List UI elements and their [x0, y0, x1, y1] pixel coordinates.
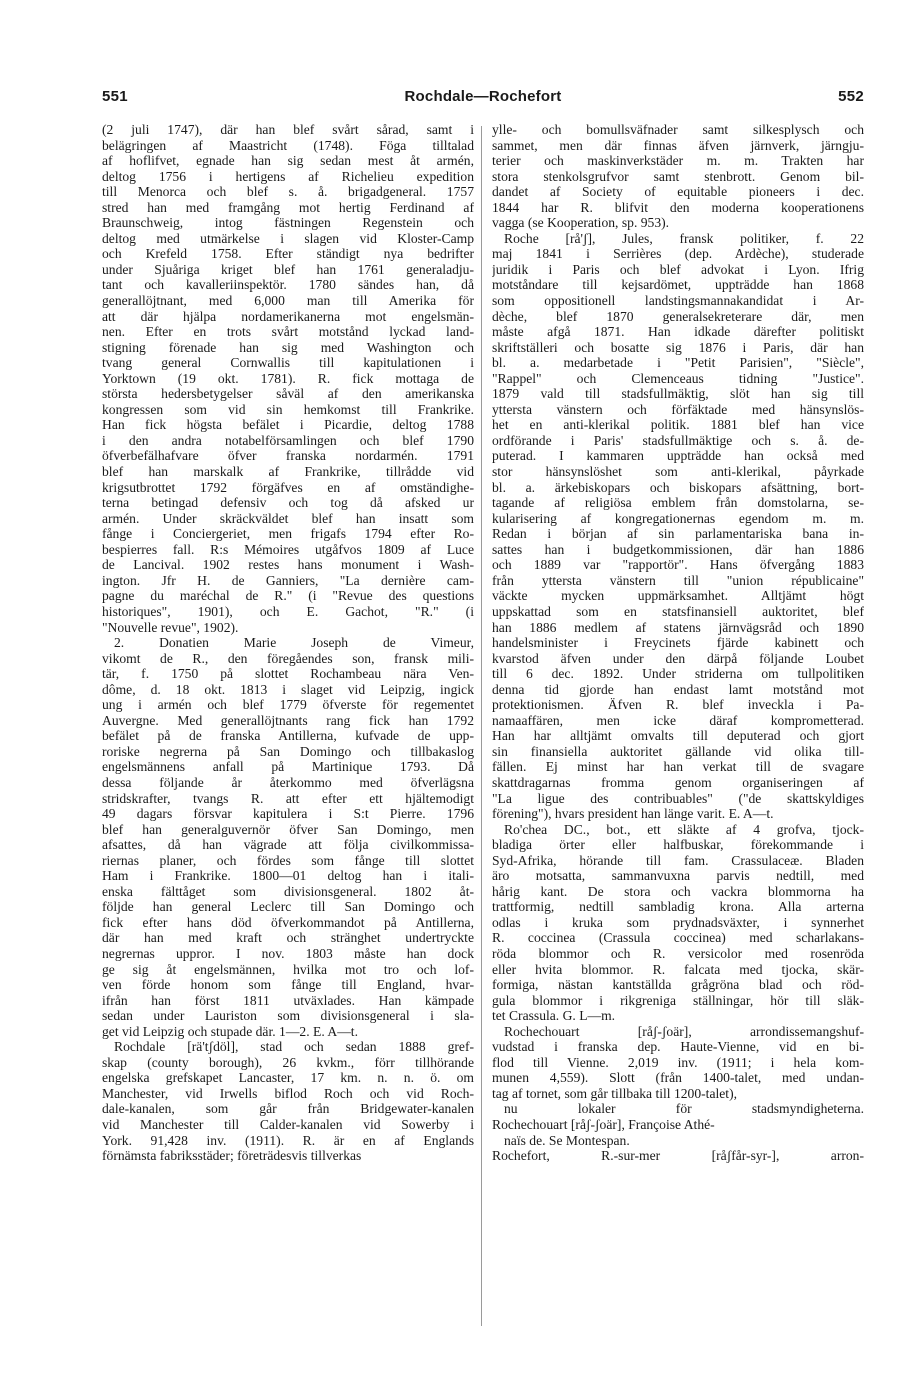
- text-line: nen. Efter en trots svårt motstånd lyckad land-: [102, 324, 474, 340]
- text-line: Rochdale [rä'tʃdöl], stad och sedan 1888 gref-: [114, 1039, 474, 1055]
- text-line: bespierres fall. R:s Mémoires utgåfvos 1809 af Luce: [102, 541, 474, 557]
- text-line: odlas i kruka som prydnadsväxter, i synnerhet: [492, 914, 864, 930]
- text-line: och 1889 var "rapportör". Hans öfvergång 1883: [492, 557, 864, 573]
- text-line: Auvergne. Med generallöjtnants rang fick han 1792: [102, 712, 474, 728]
- text-line: trattformig, nedtill sambladig krona. Alla arterna: [492, 899, 864, 915]
- text-line: tvang general Cornwallis till kapitulationen i: [102, 355, 474, 371]
- text-line: "Rappel" och Clemenceaus tidning "Justice".: [492, 370, 864, 386]
- text-line: Han fick högsta befälet i Picardie, deltog 1788: [102, 417, 474, 433]
- text-line: engelska grefskapet Lancaster, 17 km. n. n. ö. om: [102, 1070, 474, 1086]
- text-line: tag af tornet, som går tillbaka till 1200-talet),: [492, 1085, 737, 1101]
- text-line: fånge i Conciergeriet, men frigafs 1794 efter Ro-: [102, 526, 474, 542]
- text-line: från yttersta vänstern till "union républicaine": [492, 572, 864, 588]
- text-line: han 1886 medlem af statens järnvägsråd och 1890: [492, 619, 864, 635]
- left-column: [102, 122, 474, 1164]
- text-line: hårig kant. De stora och vackra blommorna ha: [492, 883, 864, 899]
- text-line: Rochefort, R.-sur-mer [råʃfår-syr-], arron-: [492, 1148, 864, 1164]
- text-line: riernas planer, och fördes som fånge till slottet: [102, 852, 474, 868]
- text-line: dessa följande år återkommo med öfverlägsna: [102, 774, 474, 790]
- text-line: förnämsta fabriksstäder; företrädesvis tillverkas: [102, 1148, 362, 1164]
- text-line: armén. Under skräckväldet blef han insatt som: [102, 510, 474, 526]
- text-line: yttersta vänstern och förfäktade med hänsynslös-: [492, 401, 864, 417]
- text-line: enska fälttåget som divisionsgeneral. 1802 åt-: [102, 883, 474, 899]
- right-page-number: 552: [838, 88, 864, 105]
- text-line: protektionismen. Äfven R. blef inveckla i Pa-: [492, 697, 864, 713]
- column-divider: [481, 126, 482, 1326]
- text-line: ven förde honom som fånge till England, hvar-: [102, 977, 474, 993]
- text-line: 2. Donatien Marie Joseph de Vimeur,: [114, 635, 474, 651]
- text-line: uppskattad som en statsfinansiell auktoritet, blef: [492, 603, 864, 619]
- text-line: deltog med utmärkelse i slagen vid Kloster-Camp: [102, 230, 474, 246]
- text-line: namaaffären, men icke däraf komprometterad.: [492, 712, 864, 728]
- text-line: stridskrafter, tvangs R. att efter ett hjältemodigt: [102, 790, 474, 806]
- text-line: väckte mycken uppmärksamhet. Alltjämt högt: [492, 588, 864, 604]
- text-line: afsattes, då han vägrade att följa civilkommissa-: [102, 837, 474, 853]
- text-line: generallöjtnant, med 6,000 man till Amerika för: [102, 293, 474, 309]
- text-line: vagga (se Kooperation, sp. 953).: [492, 215, 670, 231]
- text-line: Ham i Frankrike. 1800—01 deltog han i itali-: [102, 868, 474, 884]
- text-line: vikomt de R., den föregåendes son, fransk mili-: [102, 650, 474, 666]
- text-line: terier och maskinverkstäder m. m. Trakten har: [492, 153, 864, 169]
- text-line: 1879 vald till stadsfullmäktig, slöt han sig till: [492, 386, 864, 402]
- text-line: roriske negrerna på San Domingo och tillbakaslog: [102, 743, 474, 759]
- right-column: [492, 122, 864, 1164]
- text-line: York. 91,428 inv. (1911). R. är en af Englands: [102, 1132, 474, 1148]
- text-line: Redan i början af sin parlamentariska bana in-: [492, 526, 864, 542]
- text-line: get vid Leipzig och stupade där. 1—2. E. A—t.: [102, 1023, 358, 1039]
- text-line: där han med kraft och stränghet undertryckte: [102, 930, 474, 946]
- text-line: vudstad i franska dep. Haute-Vienne, vid en bi-: [492, 1039, 864, 1055]
- text-line: belägringen af Maastricht (1748). Föga tilltalad: [102, 137, 474, 153]
- text-line: ylle- och bomullsväfnader samt silkesplysch och: [492, 122, 864, 137]
- text-line: blef han generalguvernör öfver San Domingo, men: [102, 821, 474, 837]
- text-line: ge sig åt engelsmännen, hvilka mot tro och lof-: [102, 961, 474, 977]
- text-line: R. coccinea (Crassula coccinea) med scharlakans-: [492, 930, 864, 946]
- left-page-number: 551: [102, 88, 128, 105]
- text-line: kvarstod äfven under den därpå följande Loubet: [492, 650, 864, 666]
- text-line: bladiga örter eller halfbuskar, förekommande i: [492, 837, 864, 853]
- text-line: tet Crassula. G. L—m.: [492, 1008, 616, 1024]
- text-line: munen 4,559). Slott (från 1400-talet, med undan-: [492, 1070, 864, 1086]
- text-line: flod till Vienne. 2,019 inv. (1911; i hela kom-: [492, 1054, 864, 1070]
- text-line: befälet på de franska Antillerna, kufvade de upp-: [102, 728, 474, 744]
- text-line: bl. a. medarbetade i "Petit Parisien", "Siècle",: [492, 355, 864, 371]
- text-line: gula blommor i rikgreniga ställningar, hör till släk-: [492, 992, 864, 1008]
- text-line: ington. Jfr H. de Ganniers, "La dernière cam-: [102, 572, 474, 588]
- text-line: sin finansiella auktoritet gällande vid olika till-: [492, 743, 864, 759]
- text-line: Han har alltjämt omvalts till deputerad och gjort: [492, 728, 864, 744]
- text-line: dôme, d. 18 okt. 1813 i slaget vid Leipzig, ingick: [102, 681, 474, 697]
- text-line: pagne du maréchal de R." (i "Revue des questions: [102, 588, 474, 604]
- text-line: under Sjuåriga kriget blef han 1761 generaladju-: [102, 261, 474, 277]
- text-line: engelsmännens anfall på Martinique 1793. Då: [102, 759, 474, 775]
- text-line: som oppositionell landstingsmannakandidat i Ar-: [492, 293, 864, 309]
- text-line: skriftställeri och bosatte sig 1876 i Paris, där han: [492, 339, 864, 355]
- text-line: negrernas uppror. I nov. 1803 måste han dock: [102, 945, 474, 961]
- text-line: till 6 dec. 1892. Under striderna om tullpolitiken: [492, 666, 864, 682]
- text-line: ordförande i Paris' stadsfullmäktige och s. å. de-: [492, 432, 864, 448]
- text-line: skap (county borough), 26 kvkm., förr tillhörande: [102, 1054, 474, 1070]
- text-line: dale-kanalen, som går från Bridgewater-kanalen: [102, 1101, 474, 1117]
- text-line: motståndare till kejsardömet, uppträdde han 1868: [492, 277, 864, 293]
- text-line: Roche [rå'ʃ], Jules, fransk politiker, f. 22: [504, 230, 864, 246]
- text-line: äro motsatta, sammanvuxna parvis nedtill, med: [492, 868, 864, 884]
- text-line: bl. a. ärkebiskopars och biskopars afsättning, bort-: [492, 479, 864, 495]
- text-line: sattes han i budgetkommissionen, där han 1886: [492, 541, 864, 557]
- text-line: stora stenkolsgrufvor samt stenbrott. Genom bil-: [492, 168, 864, 184]
- text-line: i den andra notabelförsamlingen och blef 1790: [102, 432, 474, 448]
- text-line: kongressen som vid sin hemkomst till Frankrike.: [102, 401, 474, 417]
- text-line: handelsminister i Freycinets fjärde kabinett och: [492, 635, 864, 651]
- text-line: het en anti-klerikal politik. 1881 blef han vice: [492, 417, 864, 433]
- text-line: stor hänsynslöshet som anti-klerikal, påyrkade: [492, 464, 864, 480]
- text-line: dandet af Society of equitable pioneers i dec.: [492, 184, 864, 200]
- text-line: Syd-Afrika, hörande till fam. Crassulaceæ. Bladen: [492, 852, 864, 868]
- text-line: följde han general Leclerc till San Domingo och: [102, 899, 474, 915]
- text-line: "Nouvelle revue", 1902).: [102, 619, 239, 635]
- text-line: 49 dagars försvar kapitulera i S:t Pierre. 1796: [102, 806, 474, 822]
- text-line: Manchester, vid Irwells biflod Roch och vid Roch-: [102, 1085, 474, 1101]
- text-line: fällen. Ej minst har han verkat till de svagare: [492, 759, 864, 775]
- text-line: att där hjälpa nordamerikanerna mot engelsmän-: [102, 308, 474, 324]
- text-line: tär, f. 1750 på slottet Rochambeau nära Ven-: [102, 666, 474, 682]
- text-line: juridik i Paris och blef advokat i Lyon. Ifrig: [492, 261, 864, 277]
- text-line: af hoflifvet, egnade han sig sedan mest åt armén,: [102, 153, 474, 169]
- text-line: de Lancival. 1902 restes hans monument i Wash-: [102, 557, 474, 573]
- text-line: kularisering af kongregationernas egendom m. m.: [492, 510, 864, 526]
- text-line: blef han marskalk af Frankrike, tillrådde vid: [102, 464, 474, 480]
- text-line: krigsutbrottet 1792 förgäfves en af omständighe-: [102, 479, 474, 495]
- text-line: maj 1841 i Serrières (dep. Ardèche), studerade: [492, 246, 864, 262]
- text-line: Yorktown (19 okt. 1781). R. fick mottaga de: [102, 370, 474, 386]
- text-line: ung i armén och blef 1779 öfverste för regementet: [102, 697, 474, 713]
- text-line: röda blommor och R. versicolor med rosenröda: [492, 945, 864, 961]
- text-line: fick efter hans död öfverkommandot på Antillerna,: [102, 914, 474, 930]
- text-line: Rochechouart [råʃ-ʃoär], Françoise Athé-: [492, 1117, 715, 1132]
- text-line: förening"), hvars president han länge varit. E. A—t.: [492, 806, 774, 822]
- text-line: nu lokaler för stadsmyndigheterna.: [504, 1101, 864, 1117]
- text-line: tagande af religiösa emblem från domstolarna, se-: [492, 495, 864, 511]
- text-line: Ro'chea DC., bot., ett släkte af 4 grofva, tjock-: [504, 821, 864, 837]
- text-line: 1844 har R. blifvit den moderna kooperationens: [492, 199, 864, 215]
- text-line: och Krefeld 1758. Efter ständigt nya bedrifter: [102, 246, 474, 262]
- text-line: formiga, nästan kantställda grågröna blad och röd-: [492, 977, 864, 993]
- text-line: stred han med framgång mot hertig Ferdinand af: [102, 199, 474, 215]
- text-line: historiques", 1901), och E. Gachot, "R." (i: [102, 603, 474, 619]
- page-header: [102, 88, 864, 110]
- text-line: naïs de. Se Montespan.: [504, 1132, 630, 1148]
- text-line: måste afgå 1871. Han idkade därefter politiskt: [492, 324, 864, 340]
- text-line: sammet, men där finnas äfven järnverk, järngju-: [492, 137, 864, 153]
- text-line: Braunschweig, intog fästningen Regenstein och: [102, 215, 474, 231]
- text-line: denna tid gjorde han endast lamt motstånd mot: [492, 681, 864, 697]
- running-title: Rochdale—Rochefort: [404, 88, 562, 105]
- text-line: sedan under Lauriston som divisionsgeneral i sla-: [102, 1008, 474, 1024]
- text-line: största hedersbetygelser såväl af den amerikanska: [102, 386, 474, 402]
- text-line: deltog 1756 i hertigens af Richelieu expedition: [102, 168, 474, 184]
- text-line: skattdragarnas fromma genom organiseringen af: [492, 774, 864, 790]
- text-line: vid Manchester till Calder-kanalen vid Sowerby i: [102, 1117, 474, 1132]
- text-line: tant och kavalleriinspektör. 1780 sändes han, då: [102, 277, 474, 293]
- text-line: eller hvita blommor. R. falcata med tjocka, skär-: [492, 961, 864, 977]
- text-line: stigning förenade han sig med Washington och: [102, 339, 474, 355]
- text-line: "La ligue des contribuables" ("de skattskyldiges: [492, 790, 864, 806]
- text-line: puterad. I kammaren uppträdde han också med: [492, 448, 864, 464]
- text-line: dèche, blef 1870 generalsekreterare där, men: [492, 308, 864, 324]
- text-line: öfverbefälhafvare öfver franska nordarmén. 1791: [102, 448, 474, 464]
- text-line: Rochechouart [råʃ-ʃoär], arrondissemangshuf-: [504, 1023, 864, 1039]
- text-line: till Menorca och blef s. å. brigadgeneral. 1757: [102, 184, 474, 200]
- text-line: ifrån han först 1811 utväxlades. Han kämpade: [102, 992, 474, 1008]
- text-line: terna betingad defensiv och tog då afsked ur: [102, 495, 474, 511]
- text-line: (2 juli 1747), där han blef svårt sårad, samt i: [102, 122, 474, 137]
